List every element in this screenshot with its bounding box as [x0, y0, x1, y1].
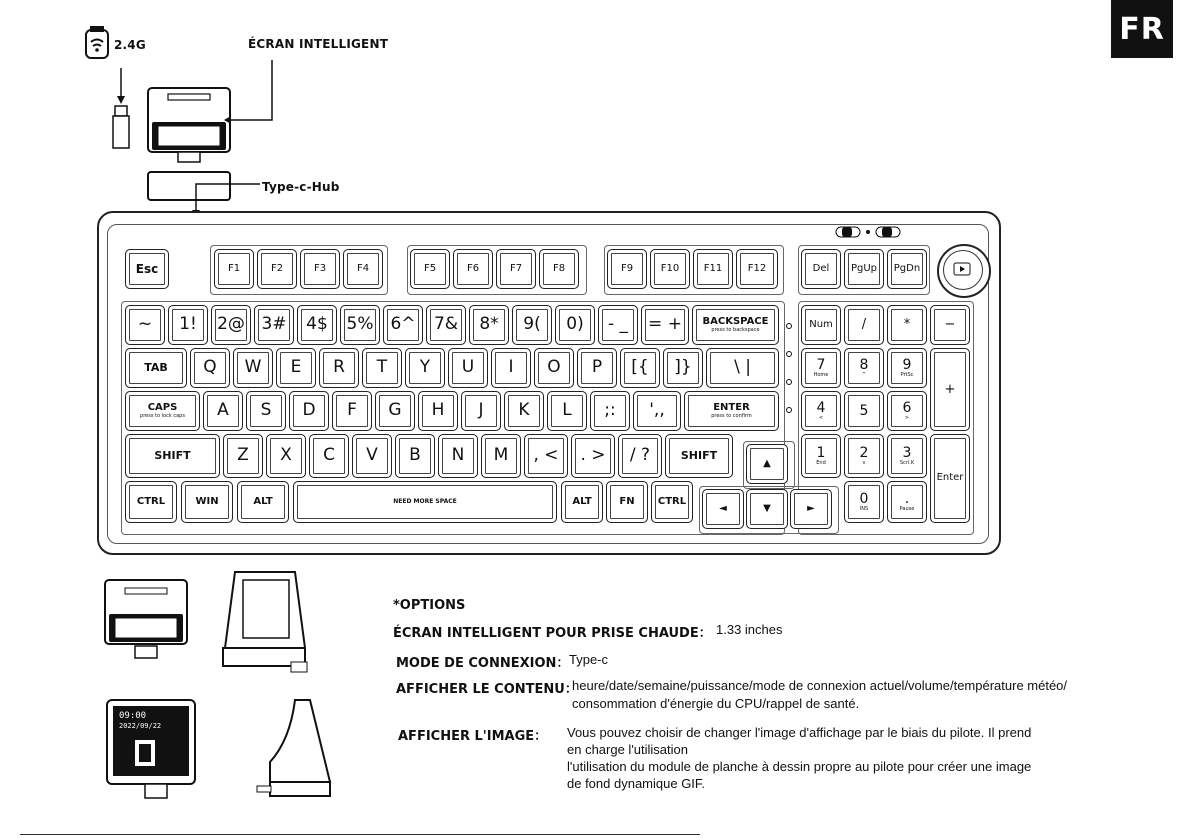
- np1-label: 1: [816, 445, 826, 462]
- np3-sub: Scrl.K: [899, 459, 915, 466]
- key-backslash[interactable]: \ |: [706, 348, 779, 388]
- key-num-9[interactable]: [887, 348, 927, 388]
- key-9[interactable]: 9(: [512, 305, 552, 345]
- enter-sublabel: press to confirm: [711, 412, 752, 419]
- option-value-screen: 1.33 inches: [716, 622, 783, 637]
- bottom-rule: [20, 834, 700, 835]
- key-semicolon[interactable]: ;:: [590, 391, 630, 431]
- option-value-content: heure/date/semaine/puissance/mode de connexion actuel/volume/température météo/: [572, 678, 1068, 693]
- key-g[interactable]: G: [375, 391, 415, 431]
- np4-sub: <: [818, 414, 824, 421]
- key-rbracket[interactable]: ]}: [663, 348, 703, 388]
- key-n[interactable]: N: [438, 434, 478, 478]
- key-5[interactable]: 5%: [340, 305, 380, 345]
- key-q[interactable]: Q: [190, 348, 230, 388]
- wireless-label: 2.4G: [114, 38, 146, 52]
- key-d[interactable]: D: [289, 391, 329, 431]
- key-w[interactable]: W: [233, 348, 273, 388]
- key-8[interactable]: 8*: [469, 305, 509, 345]
- key-f9[interactable]: F9: [607, 249, 647, 289]
- key-alt-left[interactable]: ALT: [237, 481, 289, 523]
- key-l[interactable]: L: [547, 391, 587, 431]
- key-m[interactable]: M: [481, 434, 521, 478]
- key-shift-right[interactable]: SHIFT: [665, 434, 733, 478]
- option-label-connection: MODE DE CONNEXION：: [396, 656, 570, 671]
- np5-label: 5: [859, 402, 869, 419]
- key-u[interactable]: U: [448, 348, 488, 388]
- key-b[interactable]: B: [395, 434, 435, 478]
- np1-sub: End: [816, 459, 826, 466]
- knob-media-icon: [953, 262, 971, 276]
- key-6[interactable]: 6^: [383, 305, 423, 345]
- np6-sub: >: [904, 414, 910, 421]
- key-num-4[interactable]: [801, 391, 841, 431]
- np9-sub: PrtSc: [900, 371, 914, 378]
- np2-sub: v: [862, 459, 866, 466]
- key-tilde[interactable]: ~: [125, 305, 165, 345]
- enter-label: ENTER: [713, 402, 750, 414]
- key-f10[interactable]: F10: [650, 249, 690, 289]
- key-caps[interactable]: [125, 391, 200, 431]
- key-esc[interactable]: Esc: [125, 249, 169, 289]
- key-fn[interactable]: FN: [606, 481, 648, 523]
- key-s[interactable]: S: [246, 391, 286, 431]
- key-equals[interactable]: = +: [641, 305, 689, 345]
- backspace-label: BACKSPACE: [702, 316, 769, 328]
- preview-date: 2022/09/22: [119, 722, 162, 730]
- key-num-2[interactable]: [844, 434, 884, 478]
- np7-label: 7: [816, 357, 826, 374]
- key-space[interactable]: NEED MORE SPACE: [293, 481, 557, 523]
- key-num-enter[interactable]: Enter: [930, 434, 970, 523]
- npdot-label: .: [904, 491, 910, 508]
- key-arrow-left[interactable]: ◄: [702, 489, 744, 529]
- np4-label: 4: [816, 400, 826, 417]
- np8-label: 8: [859, 357, 869, 374]
- key-x[interactable]: X: [266, 434, 306, 478]
- key-comma[interactable]: , <: [524, 434, 568, 478]
- key-h[interactable]: H: [418, 391, 458, 431]
- key-lbracket[interactable]: [{: [620, 348, 660, 388]
- key-f4[interactable]: F4: [343, 249, 383, 289]
- np8-sub: ^: [861, 371, 867, 378]
- key-f6[interactable]: F6: [453, 249, 493, 289]
- option-value-image-2: en charge l'utilisation: [567, 742, 688, 757]
- key-ctrl-left[interactable]: CTRL: [125, 481, 177, 523]
- key-7[interactable]: 7&: [426, 305, 466, 345]
- key-num-6[interactable]: [887, 391, 927, 431]
- key-f7[interactable]: F7: [496, 249, 536, 289]
- key-f11[interactable]: F11: [693, 249, 733, 289]
- key-c[interactable]: C: [309, 434, 349, 478]
- key-shift-left[interactable]: SHIFT: [125, 434, 220, 478]
- mode-switches: [830, 224, 910, 240]
- key-k[interactable]: K: [504, 391, 544, 431]
- key-alt-right[interactable]: ALT: [561, 481, 603, 523]
- key-num-1[interactable]: [801, 434, 841, 478]
- key-2[interactable]: 2@: [211, 305, 251, 345]
- key-0[interactable]: 0): [555, 305, 595, 345]
- hub-label: Type-c-Hub: [262, 180, 340, 194]
- key-del[interactable]: Del: [801, 249, 841, 289]
- key-backspace[interactable]: [692, 305, 779, 345]
- key-t[interactable]: T: [362, 348, 402, 388]
- key-numlock[interactable]: Num: [801, 305, 841, 345]
- key-i[interactable]: I: [491, 348, 531, 388]
- key-3[interactable]: 3#: [254, 305, 294, 345]
- key-z[interactable]: Z: [223, 434, 263, 478]
- key-f[interactable]: F: [332, 391, 372, 431]
- key-arrow-up[interactable]: ▲: [746, 444, 788, 484]
- option-label-screen: ÉCRAN INTELLIGENT POUR PRISE CHAUDE：: [393, 626, 712, 641]
- backspace-sublabel: press to backspace: [711, 326, 760, 333]
- key-num-star[interactable]: *: [887, 305, 927, 345]
- caps-label: CAPS: [147, 402, 178, 414]
- key-win[interactable]: WIN: [181, 481, 233, 523]
- npdot-sub: Pause: [899, 505, 915, 512]
- key-f3[interactable]: F3: [300, 249, 340, 289]
- key-f2[interactable]: F2: [257, 249, 297, 289]
- preview-time: 09:00: [119, 711, 147, 721]
- wireless-dongle-icon: [80, 26, 116, 62]
- np0-sub: INS: [859, 505, 869, 512]
- key-minus[interactable]: - _: [598, 305, 638, 345]
- np2-label: 2: [859, 445, 869, 462]
- key-pgup[interactable]: PgUp: [844, 249, 884, 289]
- key-y[interactable]: Y: [405, 348, 445, 388]
- smart-screen-label: ÉCRAN INTELLIGENT: [248, 37, 389, 51]
- key-num-minus[interactable]: −: [930, 305, 970, 345]
- option-label-content: AFFICHER LE CONTENU：: [396, 682, 578, 697]
- key-a[interactable]: A: [203, 391, 243, 431]
- key-period[interactable]: . >: [571, 434, 615, 478]
- option-value-image: Vous pouvez choisir de changer l'image d'affichage par le biais du pilote. Il prend: [567, 725, 1032, 740]
- key-o[interactable]: O: [534, 348, 574, 388]
- key-pgdn[interactable]: PgDn: [887, 249, 927, 289]
- option-value-connection: Type-c: [569, 652, 609, 667]
- key-v[interactable]: V: [352, 434, 392, 478]
- key-j[interactable]: J: [461, 391, 501, 431]
- key-num-dot[interactable]: [887, 481, 927, 523]
- option-value-image-3: l'utilisation du module de planche à dessin propre au pilote pour créer une image: [567, 759, 1032, 774]
- key-p[interactable]: P: [577, 348, 617, 388]
- options-title: *OPTIONS: [393, 598, 466, 613]
- np0-label: 0: [859, 491, 869, 508]
- caps-sublabel: press to lock caps: [140, 412, 185, 419]
- key-f1[interactable]: F1: [214, 249, 254, 289]
- key-num-3[interactable]: [887, 434, 927, 478]
- key-num-8[interactable]: [844, 348, 884, 388]
- language-badge: FR: [1111, 0, 1173, 58]
- indicator-leds: [783, 320, 795, 430]
- key-arrow-down[interactable]: ▼: [746, 489, 788, 529]
- key-f8[interactable]: F8: [539, 249, 579, 289]
- key-num-0[interactable]: [844, 481, 884, 523]
- option-value-content-2: consommation d'énergie du CPU/rappel de santé.: [572, 696, 860, 711]
- np6-label: 6: [902, 400, 912, 417]
- key-1[interactable]: 1!: [168, 305, 208, 345]
- key-num-plus[interactable]: +: [930, 348, 970, 431]
- key-f12[interactable]: F12: [736, 249, 778, 289]
- key-slash[interactable]: / ?: [618, 434, 662, 478]
- key-num-7[interactable]: [801, 348, 841, 388]
- key-arrow-right[interactable]: ►: [790, 489, 832, 529]
- key-quote[interactable]: ',,: [633, 391, 681, 431]
- key-4[interactable]: 4$: [297, 305, 337, 345]
- np7-sub: Home: [813, 371, 829, 378]
- key-tab[interactable]: TAB: [125, 348, 187, 388]
- key-num-5[interactable]: [844, 391, 884, 431]
- option-value-image-4: de fond dynamique GIF.: [567, 776, 706, 791]
- np9-label: 9: [902, 357, 912, 374]
- key-num-slash[interactable]: /: [844, 305, 884, 345]
- key-f5[interactable]: F5: [410, 249, 450, 289]
- key-r[interactable]: R: [319, 348, 359, 388]
- key-ctrl-right[interactable]: CTRL: [651, 481, 693, 523]
- option-label-image: AFFICHER L'IMAGE：: [398, 729, 548, 744]
- key-enter[interactable]: [684, 391, 779, 431]
- screen-module-views: [95, 570, 345, 805]
- key-e[interactable]: E: [276, 348, 316, 388]
- np3-label: 3: [902, 445, 912, 462]
